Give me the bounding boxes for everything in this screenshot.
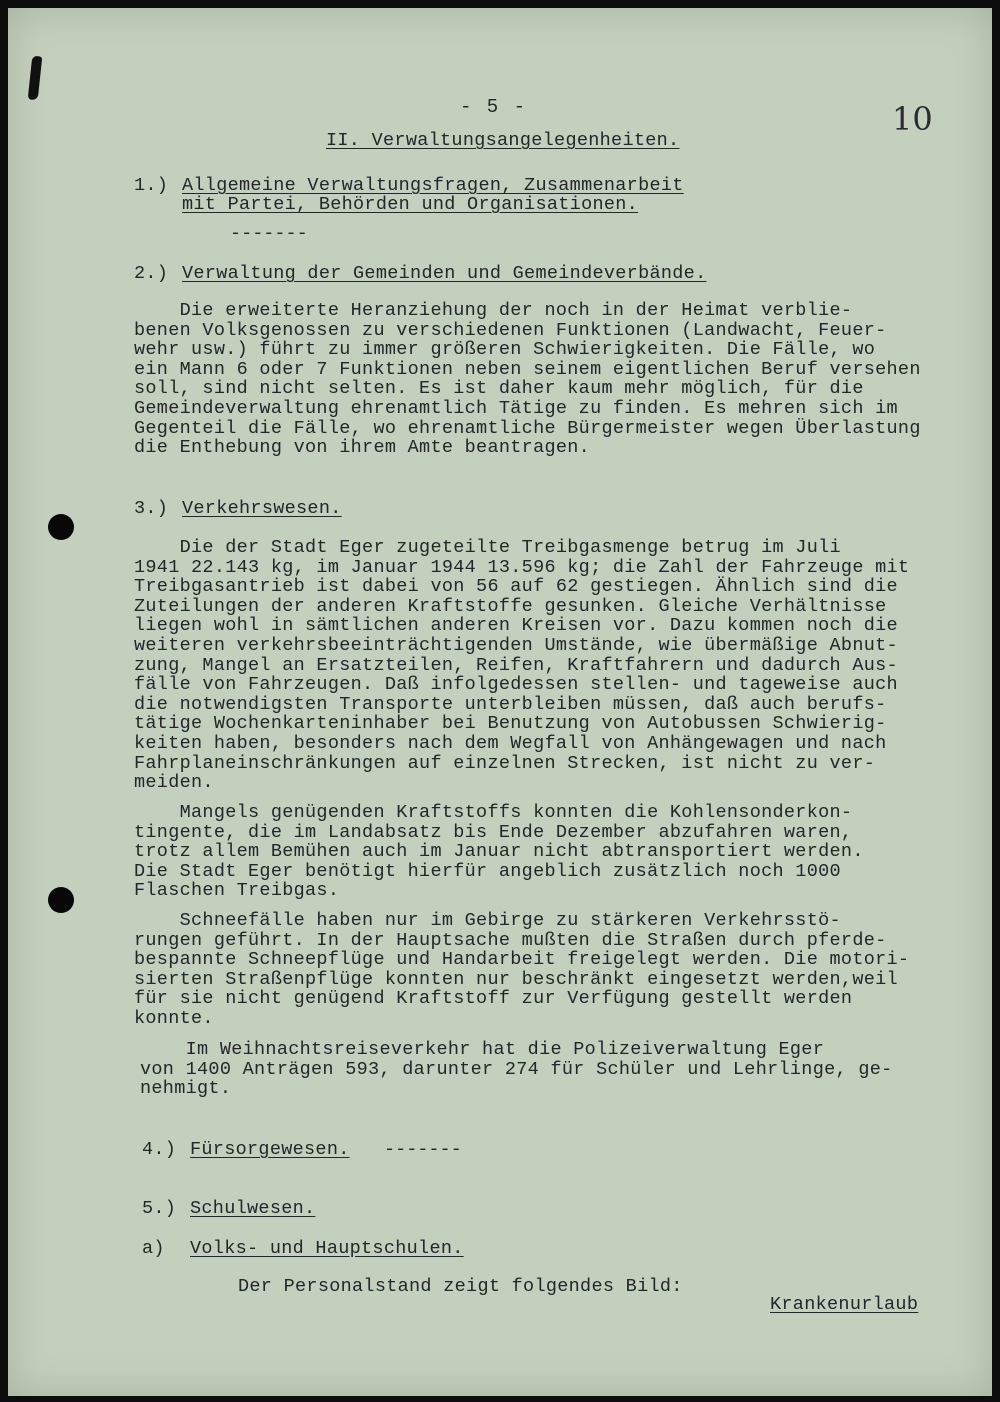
item-title: Allgemeine Verwaltungsfragen, Zusammenarbeit	[182, 175, 684, 196]
paragraph: Der Personalstand zeigt folgendes Bild:	[238, 1276, 683, 1297]
dash-separator: -------	[384, 1139, 462, 1160]
item-number: 3.)	[134, 498, 169, 519]
paragraph: Mangels genügenden Kraftstoffs konnten die Kohlensonderkon- tingente, die im Landabsatz bis Ende Dezember abzufahren waren, trotz allem Bemühen auch im Januar nicht abtransportiert werden. Die Stadt Eger benötigt hierfür angeblich zusätzlich noch 1000 Flaschen Treibgas.	[134, 802, 864, 902]
paragraph: Die erweiterte Heranziehung der noch in der Heimat verblie- benen Volksgenossen zu verschiedenen Funktionen (Landwacht, Feuer- wehr usw.) führt zu immer größeren Schwierigkeiten. Die Fälle, wo ein Mann 6 oder 7 Funktionen neben seinem eigentlichen Beruf versehen soll, sind nicht selten. Es ist daher kaum mehr möglich, für die Gemeindeverwaltung ehrenamtlich Tätige zu finden. Es mehren sich im Gegenteil die Fälle, wo ehrenamtliche Bürgermeister wegen Überlastung die Enthebung von ihrem Amte beantragen.	[134, 300, 921, 459]
item-number: 1.)	[134, 175, 169, 196]
item-title: Fürsorgewesen.	[190, 1139, 350, 1160]
paragraph: Die der Stadt Eger zugeteilte Treibgasmenge betrug im Juli 1941 22.143 kg, im Januar 1944 13.596 kg; die Zahl der Fahrzeuge mit Treibgasantrieb ist dabei von 56 auf 62 gestiegen. Ähnlich sind die Zuteilungen der anderen Kraftstoffe gesunken. Gleiche Verhältnisse liegen wohl in sämtlichen anderen Kreisen vor. Dazu kommen noch die weiteren verkehrsbeeinträchtigenden Umstände, wie übermäßige Abnut- zung, Mangel an Ersatzteilen, Reifen, Kraftfahrern und dadurch Aus- fälle von Fahrzeugen. Daß infolgedessen stellen- und tageweise auch die notwendigsten Transporte unterbleiben müssen, daß auch berufs- tätige Wochenkarteninhaber bei Benutzung von Autobussen Schwierig- keiten haben, besonders nach dem Wegfall von Anhängewagen und nach Fahrplaneinschränkungen auf einzelnen Strecken, ist nicht zu ver- meiden.	[134, 537, 910, 794]
punch-hole-bottom	[48, 887, 74, 913]
sub-item-number: a)	[142, 1238, 165, 1259]
punch-hole-top	[48, 514, 74, 540]
item-number: 5.)	[142, 1198, 177, 1219]
item-title: mit Partei, Behörden und Organisationen.	[182, 194, 639, 215]
paragraph: Im Weihnachtsreiseverkehr hat die Polizeiverwaltung Eger von 1400 Anträgen 593, darunter 274 für Schüler und Lehrlinge, ge- nehmigt.	[140, 1039, 893, 1100]
item-title: Schulwesen.	[190, 1198, 316, 1219]
sub-item-title: Volks- und Hauptschulen.	[190, 1238, 464, 1259]
item-number: 4.)	[142, 1139, 177, 1160]
table-header: Krankenurlaub	[770, 1294, 919, 1315]
item-title: Verkehrswesen.	[182, 498, 342, 519]
section-title: II. Verwaltungsangelegenheiten.	[326, 130, 680, 151]
folio-number: 10	[892, 100, 933, 138]
page-number: - 5 -	[460, 96, 528, 118]
paragraph: Schneefälle haben nur im Gebirge zu stärkeren Verkehrsstö- rungen geführt. In der Hauptsache mußten die Straßen durch pferde- bespannte Schneepflüge und Handarbeit freigelegt werden. Die motori- sierten Straßenpflüge konnten nur beschränkt eingesetzt werden,weil für sie nicht genügend Kraftstoff zur Verfügung gestellt werden konnte.	[134, 910, 910, 1029]
ink-mark	[28, 56, 43, 101]
document-page	[8, 8, 992, 1396]
item-title: Verwaltung der Gemeinden und Gemeindeverbände.	[182, 263, 707, 284]
dash-separator: -------	[230, 223, 308, 244]
item-number: 2.)	[134, 263, 169, 284]
